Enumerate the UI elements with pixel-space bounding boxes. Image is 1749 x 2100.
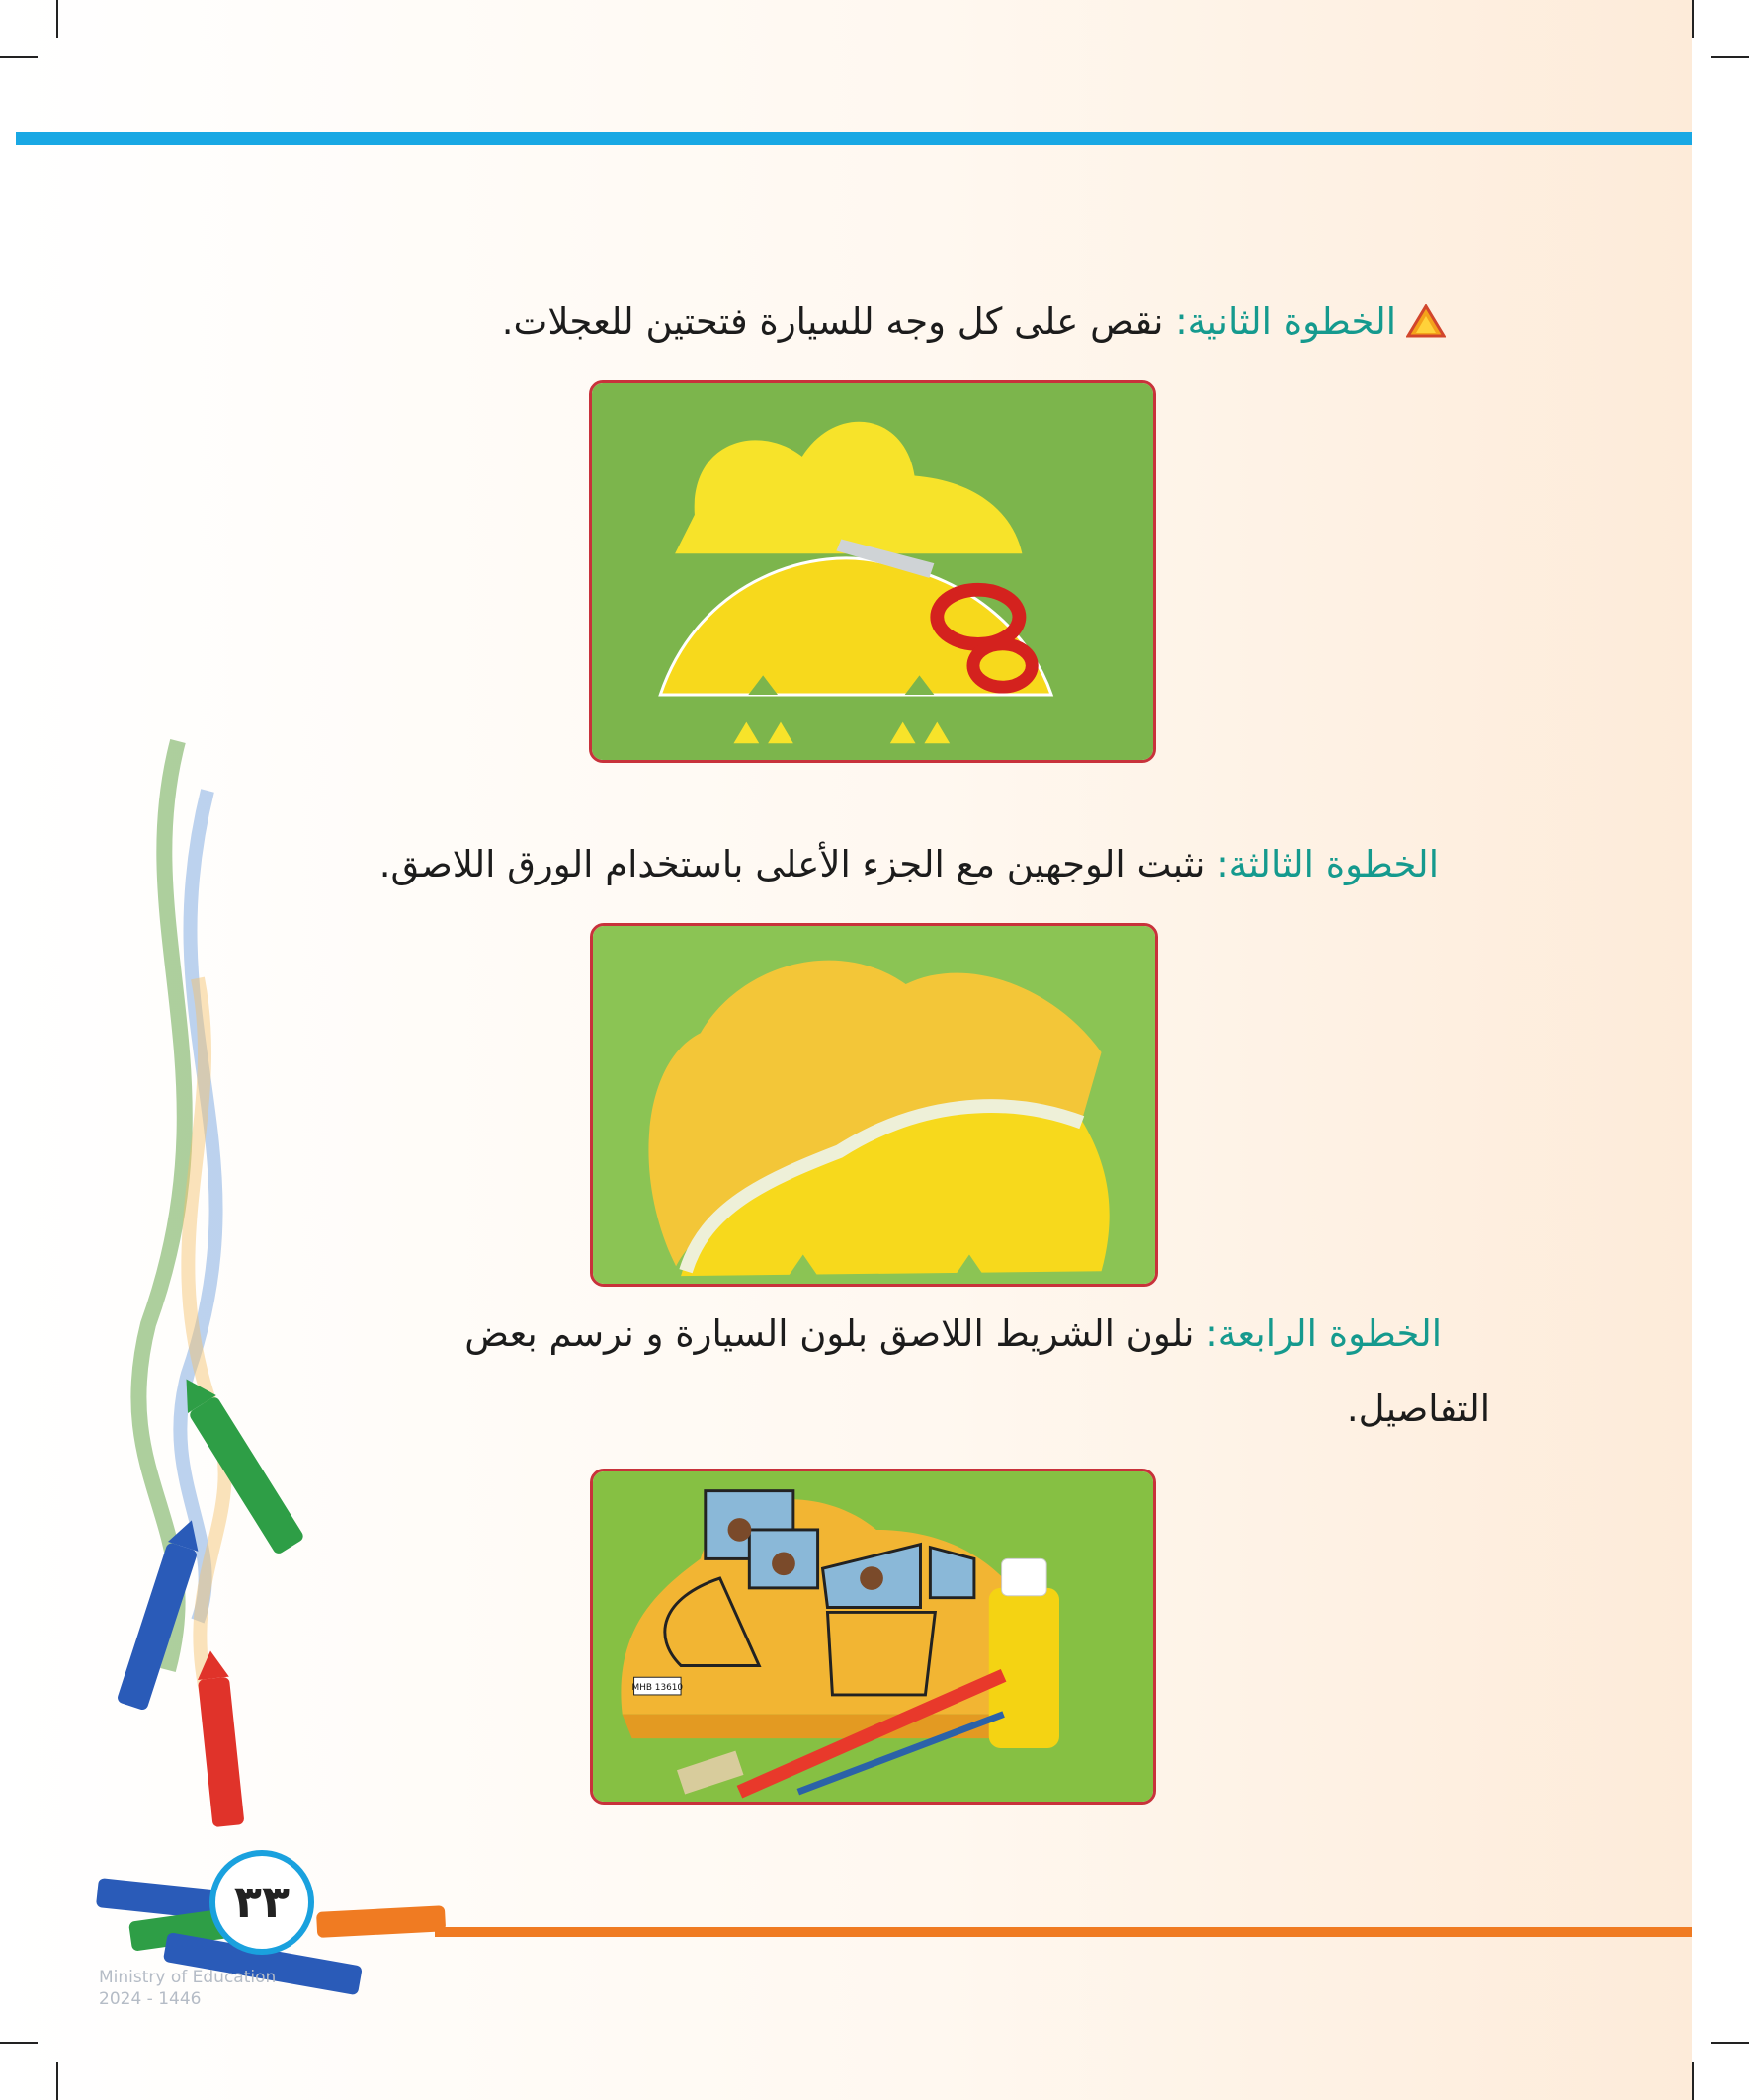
ministry-name: Ministry of Education xyxy=(99,1968,277,1987)
bottom-orange-rule xyxy=(435,1927,1692,1937)
step-four-continuation-text: التفاصيل. xyxy=(1346,1387,1490,1430)
photo-taping-car-body xyxy=(590,923,1158,1287)
crop-mark xyxy=(1711,56,1749,58)
crayons-decoration xyxy=(89,731,464,2016)
photo-cutting-wheel-openings xyxy=(589,380,1156,763)
top-blue-rule xyxy=(16,132,1692,145)
step-four-text: نلون الشريط اللاصق بلون السيارة و نرسم بعض xyxy=(464,1312,1207,1355)
step-four-continuation xyxy=(1347,1387,1490,1431)
step-three xyxy=(379,843,1439,886)
crop-mark xyxy=(1692,0,1694,38)
crop-mark xyxy=(56,2062,58,2100)
photo-finished-car xyxy=(590,1469,1156,1805)
warning-triangle-icon xyxy=(1406,304,1446,338)
page-number: ٣٣ xyxy=(209,1850,314,1955)
ministry-year: 2024 - 1446 xyxy=(99,1989,202,2010)
step-two xyxy=(502,300,1446,344)
step-four-label: الخطوة الرابعة: xyxy=(1206,1312,1442,1355)
step-three-label: الخطوة الثالثة: xyxy=(1216,843,1439,885)
license-plate-text: MHB 13610 xyxy=(631,1683,684,1694)
crop-mark xyxy=(1692,2062,1694,2100)
crop-mark xyxy=(0,2042,38,2044)
crop-mark xyxy=(1711,2042,1749,2044)
step-three-text: نثبت الوجهين مع الجزء الأعلى باستخدام الورق اللاصق. xyxy=(378,843,1217,885)
step-two-label: الخطوة الثانية: xyxy=(1175,300,1396,343)
crop-mark xyxy=(56,0,58,38)
step-four xyxy=(464,1312,1442,1356)
step-two-text: نقص على كل وجه للسيارة فتحتين للعجلات. xyxy=(501,300,1176,343)
ministry-watermark xyxy=(99,1967,276,2010)
crop-mark xyxy=(0,56,38,58)
